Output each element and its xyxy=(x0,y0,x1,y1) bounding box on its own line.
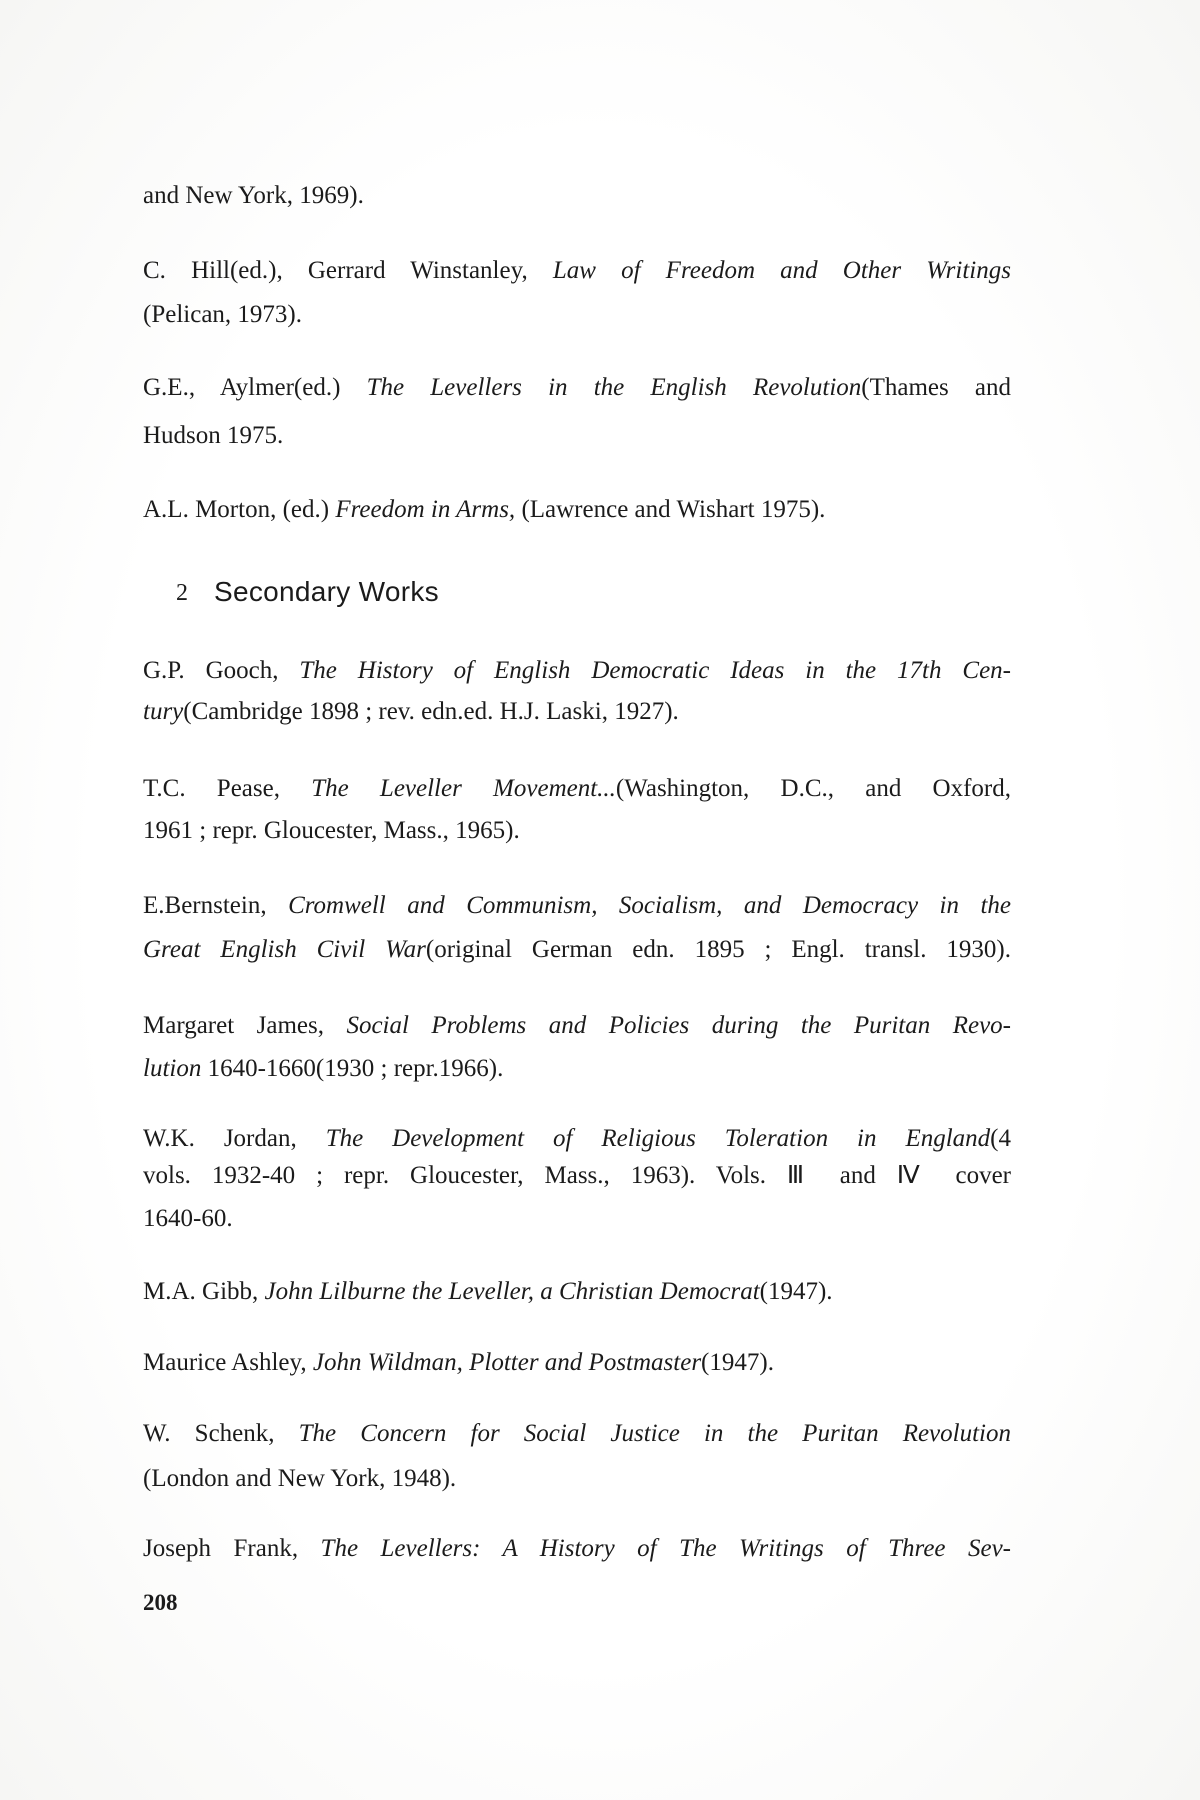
citation-text: and New York, 1969). xyxy=(143,182,364,209)
entry-line xyxy=(143,773,1011,805)
citation-text: (Washington, D.C., and Oxford, xyxy=(615,775,1011,802)
entry-line xyxy=(143,372,1011,404)
citation-text: 1961 ; repr. Gloucester, Mass., 1965). xyxy=(143,817,520,844)
citation-text: W.K. Jordan, xyxy=(143,1125,326,1152)
title-text: The History of English Democratic Ideas in the 17th Cen- xyxy=(299,657,1011,684)
title-text: Great English Civil War xyxy=(143,936,426,963)
citation-text: Maurice Ashley, xyxy=(143,1349,313,1376)
entry-line xyxy=(143,1010,1011,1042)
title-text: Social Problems and Policies during the Puritan Revo- xyxy=(346,1012,1011,1039)
title-text: John Wildman, Plotter and Postmaster xyxy=(312,1349,702,1376)
title-text: tury xyxy=(143,698,184,725)
citation-text: 1640-60. xyxy=(143,1205,233,1232)
entry-line xyxy=(143,1203,1011,1235)
entry-line xyxy=(143,1053,1011,1085)
title-text: The Levellers: A History of The Writings of Three Sev- xyxy=(320,1535,1011,1562)
section-number: 2 xyxy=(176,580,188,606)
citation-text: (original German edn. 1895 ; Engl. transl. 1930). xyxy=(425,936,1011,963)
citation-text: (Cambridge 1898 ; rev. edn.ed. H.J. Laski, 1927). xyxy=(183,698,679,725)
entry-line xyxy=(143,299,1011,331)
citation-text: (4 xyxy=(990,1125,1011,1152)
title-text: The Leveller Movement... xyxy=(311,775,616,802)
citation-text: Margaret James, xyxy=(143,1012,347,1039)
title-text: Law of Freedom and Other Writings xyxy=(552,257,1011,284)
entry-line xyxy=(143,1533,1011,1565)
citation-text: Hudson 1975. xyxy=(143,422,284,449)
entry-line xyxy=(143,180,1011,212)
entry-line xyxy=(143,1276,1011,1308)
citation-text: (Lawrence and Wishart 1975). xyxy=(515,496,826,523)
entry-line xyxy=(143,890,1011,922)
citation-text: (Pelican, 1973). xyxy=(143,301,302,328)
citation-text: Joseph Frank, xyxy=(143,1535,321,1562)
citation-text: (1947). xyxy=(701,1349,774,1376)
entry-line xyxy=(143,815,1011,847)
citation-text: C. Hill(ed.), Gerrard Winstanley, xyxy=(143,257,553,284)
title-text: lution xyxy=(143,1055,202,1082)
entry-line xyxy=(143,934,1011,966)
title-text: Freedom in Arms, xyxy=(335,496,516,523)
entry-line xyxy=(143,1347,1011,1379)
entry-line xyxy=(143,1463,1011,1495)
citation-text: T.C. Pease, xyxy=(143,775,312,802)
title-text: Cromwell and Communism, Socialism, and Democracy in the xyxy=(288,892,1011,919)
citation-text: (London and New York, 1948). xyxy=(143,1465,457,1492)
citation-text: vols. 1932-40 ; repr. Gloucester, Mass., 1963). Vols. Ⅲ and Ⅳ cover xyxy=(143,1162,1011,1189)
entry-line xyxy=(143,494,1011,526)
citation-text: G.P. Gooch, xyxy=(143,657,300,684)
entry-line xyxy=(143,1160,1011,1192)
citation-text: E.Bernstein, xyxy=(143,892,289,919)
citation-text: (Thames and xyxy=(861,374,1012,401)
title-text: The Development of Religious Toleration in England xyxy=(325,1125,991,1152)
section-heading: Secondary Works xyxy=(214,576,439,607)
entry-line xyxy=(143,655,1011,687)
entry-line xyxy=(143,255,1011,287)
citation-text: A.L. Morton, (ed.) xyxy=(143,496,336,523)
entry-line xyxy=(143,1418,1011,1450)
title-text: The Levellers in the English Revolution xyxy=(366,374,862,401)
citation-text: G.E., Aylmer(ed.) xyxy=(143,374,367,401)
entry-line xyxy=(143,1123,1011,1155)
title-text: The Concern for Social Justice in the Puritan Revolution xyxy=(298,1420,1011,1447)
citation-text: 1640-1660(1930 ; repr.1966). xyxy=(201,1055,504,1082)
citation-text: M.A. Gibb, xyxy=(143,1278,265,1305)
title-text: John Lilburne the Leveller, a Christian Democrat xyxy=(264,1278,760,1305)
citation-text: (1947). xyxy=(759,1278,833,1305)
entry-line xyxy=(143,696,1011,728)
citation-text: W. Schenk, xyxy=(143,1420,299,1447)
entry-line xyxy=(143,420,1011,452)
page-number: 208 xyxy=(143,1590,178,1615)
